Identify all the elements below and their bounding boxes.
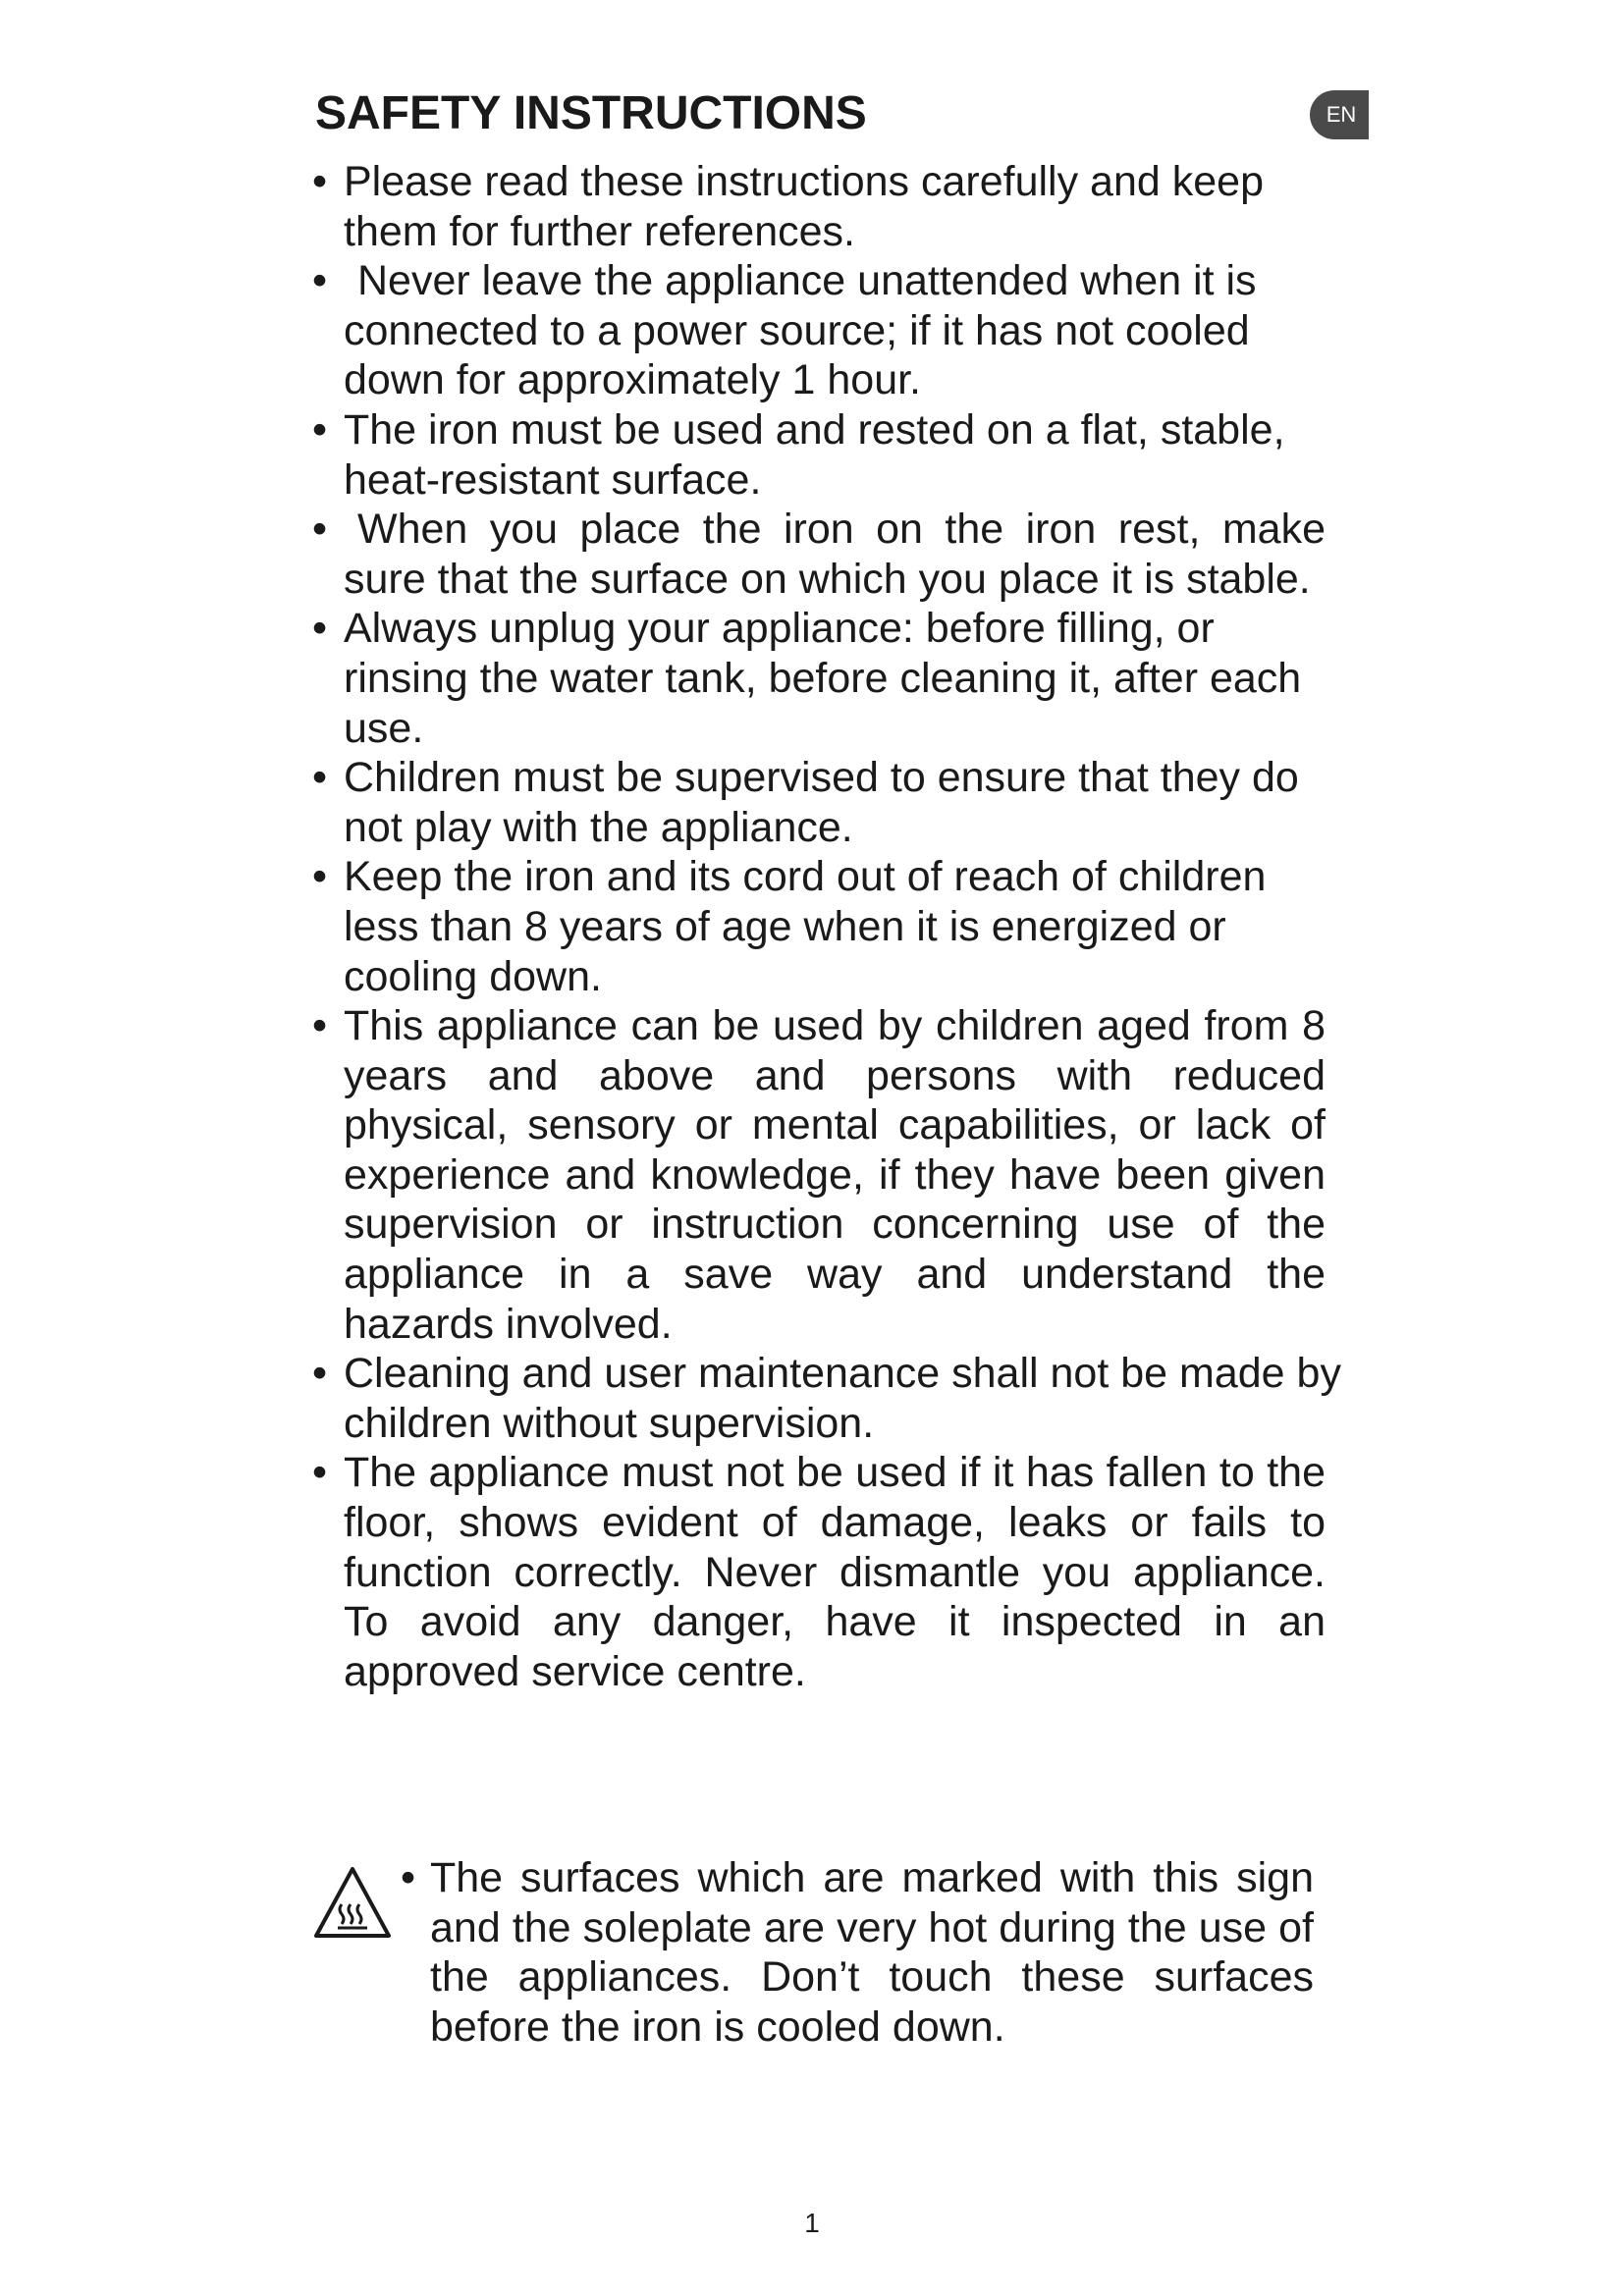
list-item [312,1001,1343,1349]
safety-instructions-list [312,157,1343,1696]
bullet: • [312,1002,328,1050]
list-item [312,753,1343,852]
instruction-text: Children must be supervised to ensure that they do not play with the appliance. [344,754,1299,851]
hot-surface-warning-text: The surfaces which are marked with this sign and the soleplate are very hot during the use of the appliances. Don’t touch these surfaces before the iron is cooled down. [430,1854,1314,2051]
list-item [312,1448,1343,1696]
list-item [312,604,1343,753]
bullet: • [312,853,328,901]
bullet: • [312,506,328,554]
bullet: • [312,158,328,205]
instruction-text: Please read these instructions carefully and keep them for further references. [344,158,1264,255]
page-title: SAFETY INSTRUCTIONS [315,87,867,139]
bullet: • [401,1854,416,1901]
list-item [312,505,1343,604]
hot-surface-warning-text-block [401,1853,1314,2052]
bullet: • [312,257,328,305]
page-number: 1 [804,2208,820,2238]
instruction-text: This appliance can be used by children aged from 8 years and above and persons with reduced physical, sensory or mental capabilities, or lack of experience and knowledge, if they have been given supervision or instruction concerning use of the appliance in a save way and understand the hazards involved. [344,1002,1326,1348]
list-item [312,256,1343,405]
bullet: • [312,1449,328,1497]
instruction-text: When you place the iron on the iron rest, make sure that the surface on which you place it is stable. [344,506,1326,603]
list-item [312,157,1343,256]
hot-surface-warning-icon [312,1865,393,1940]
list-item [312,405,1343,505]
list-item [312,1349,1343,1448]
list-item [312,852,1343,1001]
instruction-text: Cleaning and user maintenance shall not be made by children without supervision. [344,1350,1341,1447]
bullet: • [312,754,328,802]
instruction-text: Never leave the appliance unattended when it is connected to a power source; if it has not cooled down for approximately 1 hour. [344,257,1257,404]
bullet: • [312,405,328,454]
bullet: • [312,1350,328,1398]
language-badge: EN [1310,90,1369,139]
bullet: • [312,605,328,653]
instruction-text: The appliance must not be used if it has fallen to the floor, shows evident of damage, leaks or fails to function correctly. Never dismantle you appliance. To avoid any danger, have it inspected in an approved service centre. [344,1449,1326,1695]
instruction-text: Keep the iron and its cord out of reach of children less than 8 years of age when it is energized or cooling down. [344,853,1267,1000]
instruction-text: Always unplug your appliance: before filling, or rinsing the water tank, before cleaning it, after each use. [344,605,1302,752]
instruction-text: The iron must be used and rested on a flat, stable, heat-resistant surface. [344,405,1285,504]
